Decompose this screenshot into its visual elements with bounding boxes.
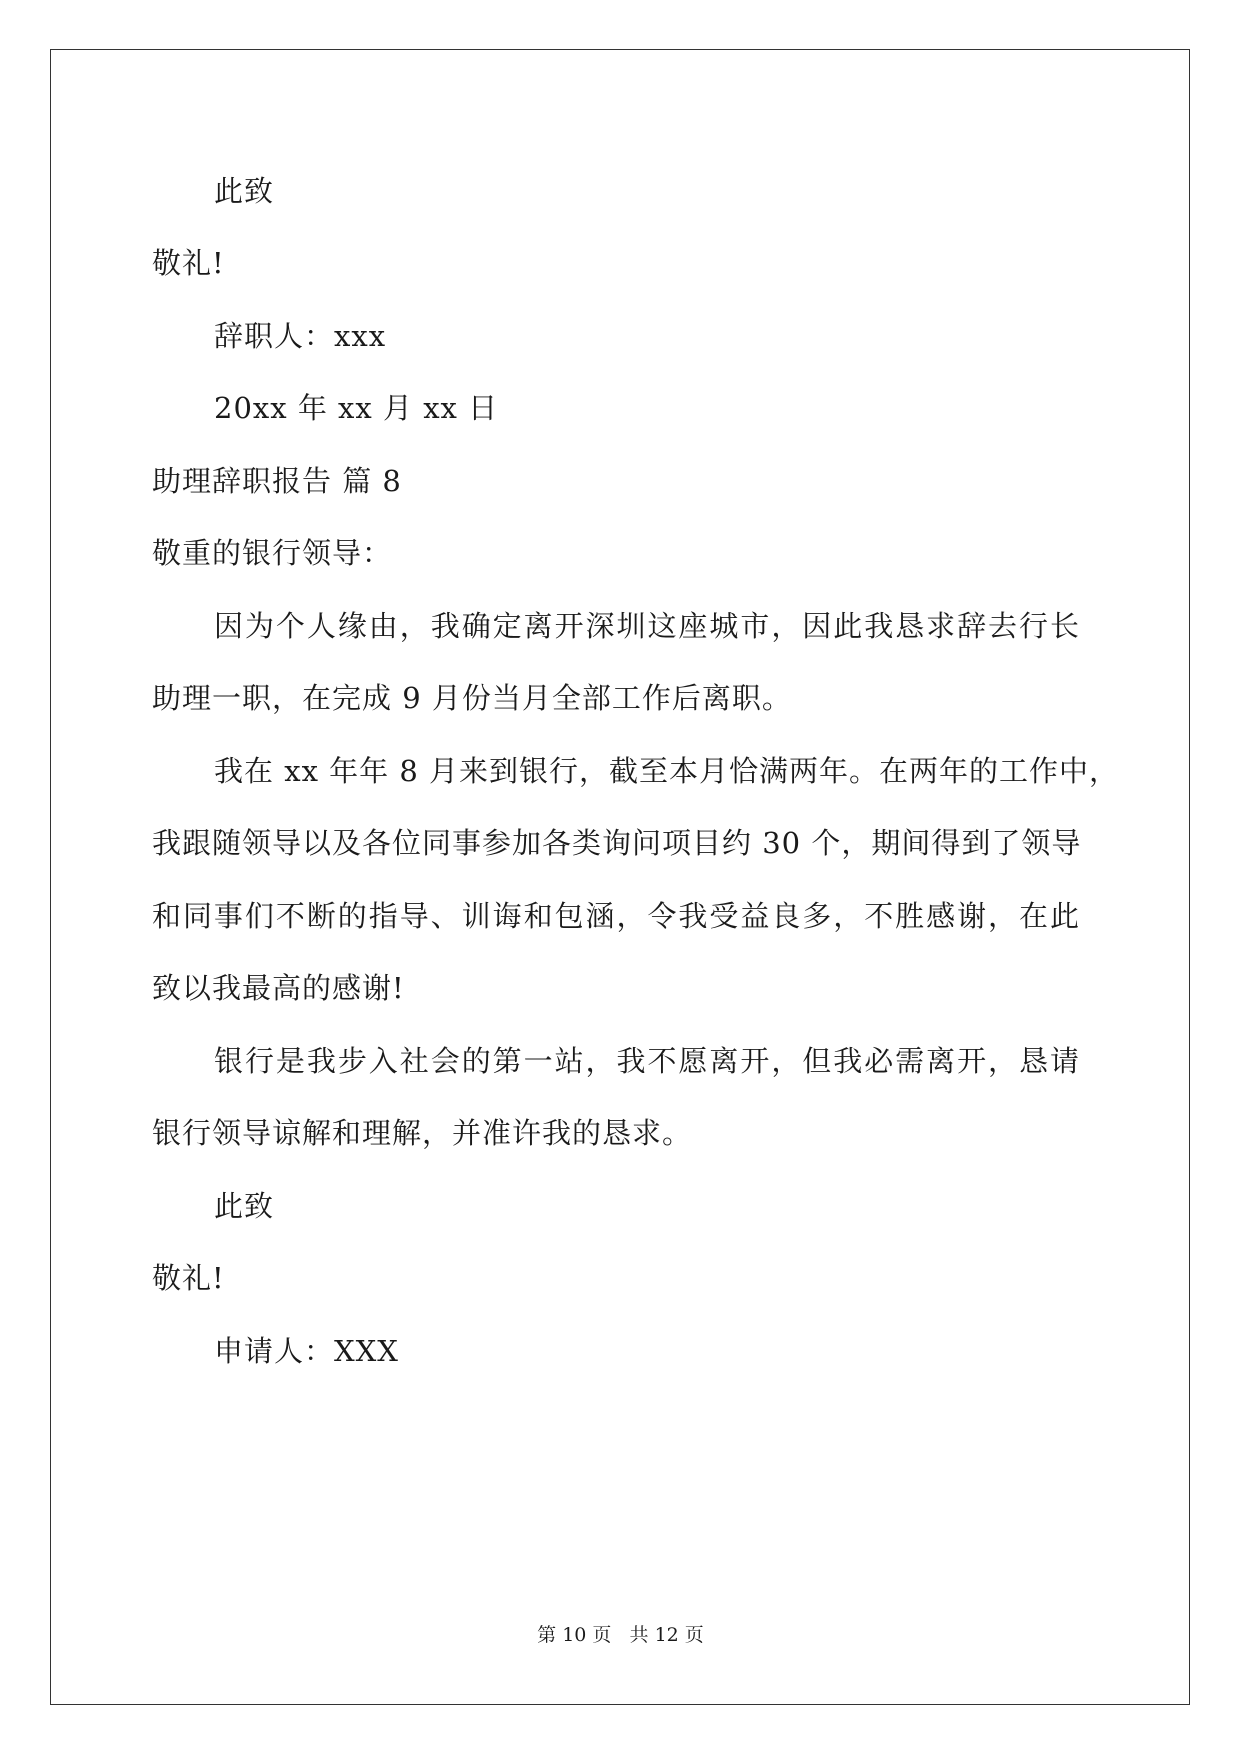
paragraph-text: 我在 xx 年年 8 月来到银行，截至本月恰满两年。在两年的工作中，	[214, 754, 1120, 788]
applicant-signature: 申请人：XXX	[214, 1334, 399, 1368]
paragraph-text: 和同事们不断的指导、训诲和包涵，令我受益良多，不胜感谢，在此	[152, 899, 1080, 933]
paragraph-text: 因为个人缘由，我确定离开深圳这座城市，因此我恳求辞去行长	[214, 609, 1080, 643]
paragraph-text: 致以我最高的感谢!	[152, 971, 405, 1005]
resigner-signature: 辞职人：xxx	[214, 319, 387, 353]
paragraph-text: 我跟随领导以及各位同事参加各类询问项目约 30 个，期间得到了领导	[152, 826, 1082, 860]
page-border	[50, 49, 1190, 1705]
paragraph-text: 助理一职，在完成 9 月份当月全部工作后离职。	[152, 681, 792, 715]
paragraph-text: 银行领导谅解和理解，并准许我的恳求。	[152, 1116, 693, 1150]
closing-respect: 敬礼!	[152, 246, 225, 280]
page-number-footer: 第 10 页 共 12 页	[537, 1624, 704, 1646]
closing-salutation: 此致	[214, 174, 275, 208]
section-heading: 助理辞职报告 篇 8	[152, 464, 402, 498]
letter-greeting: 敬重的银行领导：	[152, 536, 393, 570]
paragraph-text: 银行是我步入社会的第一站，我不愿离开，但我必需离开，恳请	[214, 1044, 1080, 1078]
closing-salutation: 此致	[214, 1189, 275, 1223]
signature-date: 20xx 年 xx 月 xx 日	[214, 391, 499, 425]
closing-respect: 敬礼!	[152, 1261, 225, 1295]
